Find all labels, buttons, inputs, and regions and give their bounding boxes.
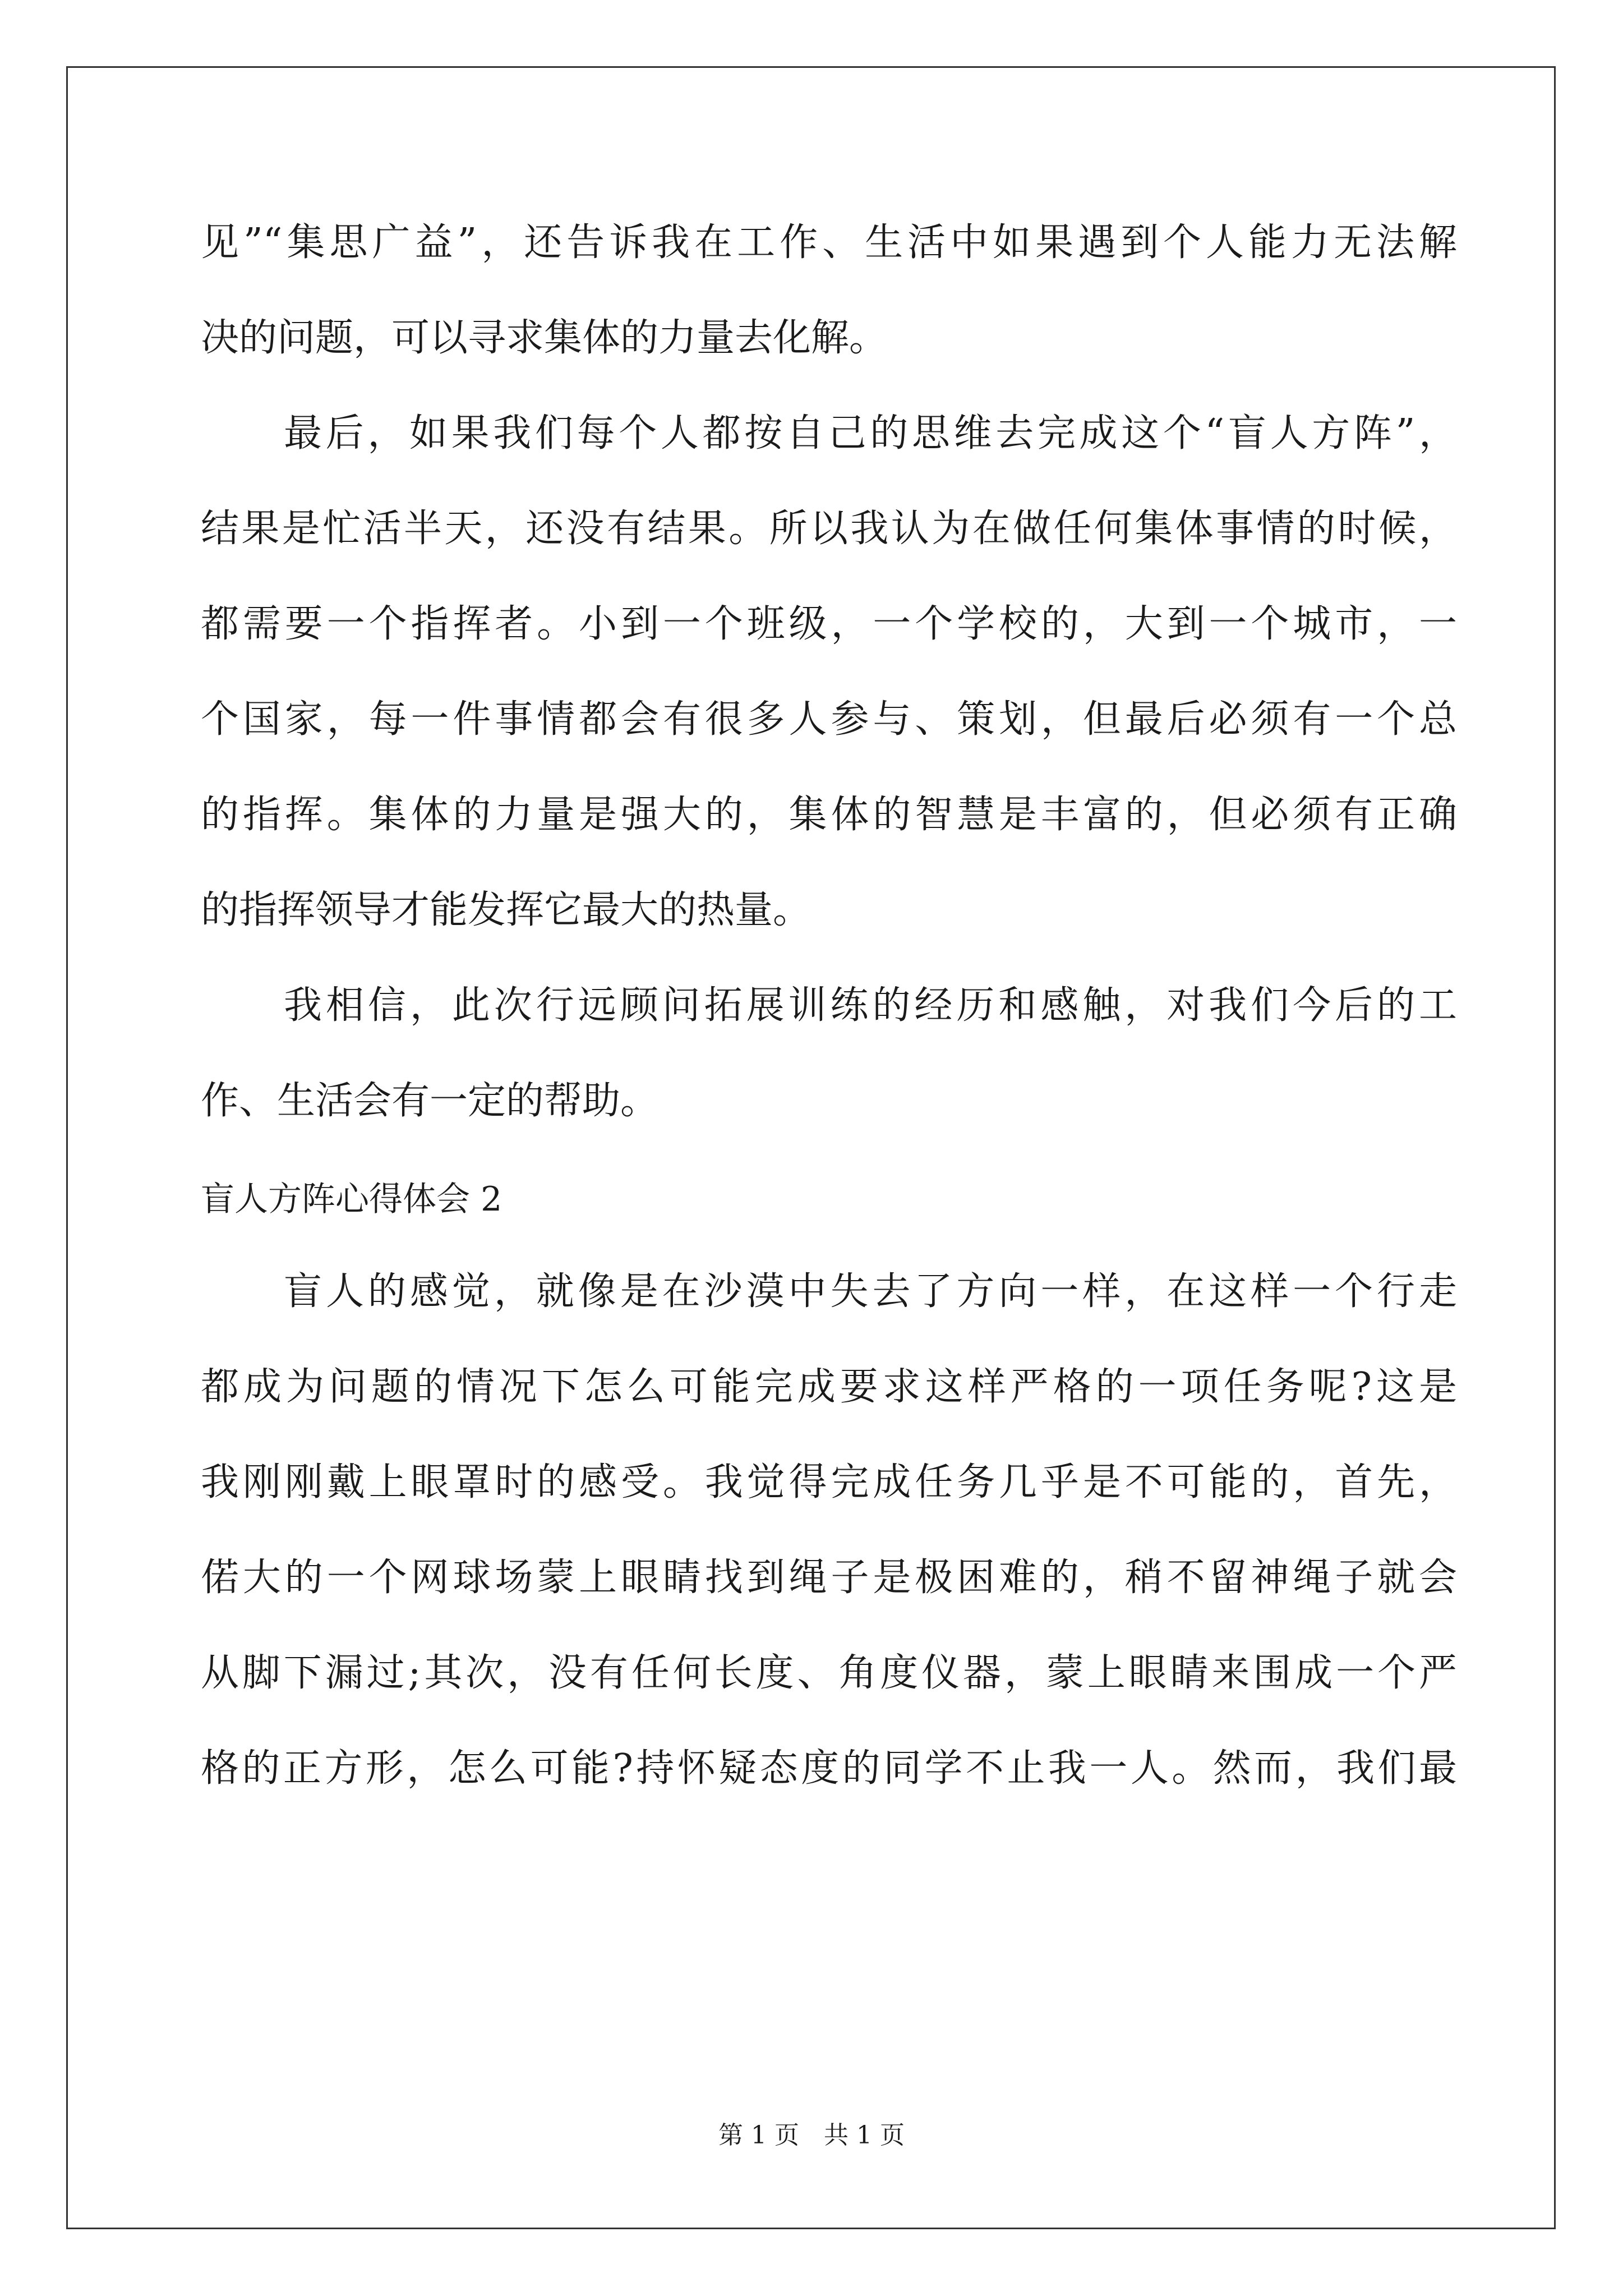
text-line: 的指挥。集体的力量是强大的，集体的智慧是丰富的，但必须有正确	[201, 793, 1457, 837]
page-footer: 第 1 页 共 1 页	[718, 2121, 905, 2150]
text-line: 都成为问题的情况下怎么可能完成要求这样严格的一项任务呢?这是	[201, 1365, 1457, 1409]
text-line: 从脚下漏过;其次，没有任何长度、角度仪器，蒙上眼睛来围成一个严	[201, 1651, 1457, 1695]
text-line: 格的正方形，怎么可能?持怀疑态度的同学不止我一人。然而，我们最	[201, 1746, 1457, 1791]
text-line: 我刚刚戴上眼罩时的感受。我觉得完成任务几乎是不可能的，首先，	[201, 1460, 1457, 1504]
text-line: 我相信，此次行远顾问拓展训练的经历和感触，对我们今后的工	[284, 983, 1457, 1028]
section-heading: 盲人方阵心得体会 2	[201, 1180, 502, 1219]
text-line: 偌大的一个网球场蒙上眼睛找到绳子是极困难的，稍不留神绳子就会	[201, 1556, 1457, 1600]
page-border	[66, 66, 1556, 2229]
text-line: 个国家，每一件事情都会有很多人参与、策划，但最后必须有一个总	[201, 697, 1457, 742]
text-line: 盲人的感觉，就像是在沙漠中失去了方向一样，在这样一个行走	[284, 1269, 1457, 1314]
text-line: 都需要一个指挥者。小到一个班级，一个学校的，大到一个城市，一	[201, 602, 1457, 646]
text-line: 结果是忙活半天，还没有结果。所以我认为在做任何集体事情的时候，	[201, 507, 1457, 551]
text-line: 的指挥领导才能发挥它最大的热量。	[201, 888, 811, 932]
text-line: 作、生活会有一定的帮助。	[201, 1079, 659, 1123]
text-line: 最后，如果我们每个人都按自己的思维去完成这个“盲人方阵”，	[284, 411, 1457, 455]
text-line: 见”“集思广益”，还告诉我在工作、生活中如果遇到个人能力无法解	[201, 220, 1457, 265]
text-line: 决的问题，可以寻求集体的力量去化解。	[201, 316, 888, 360]
